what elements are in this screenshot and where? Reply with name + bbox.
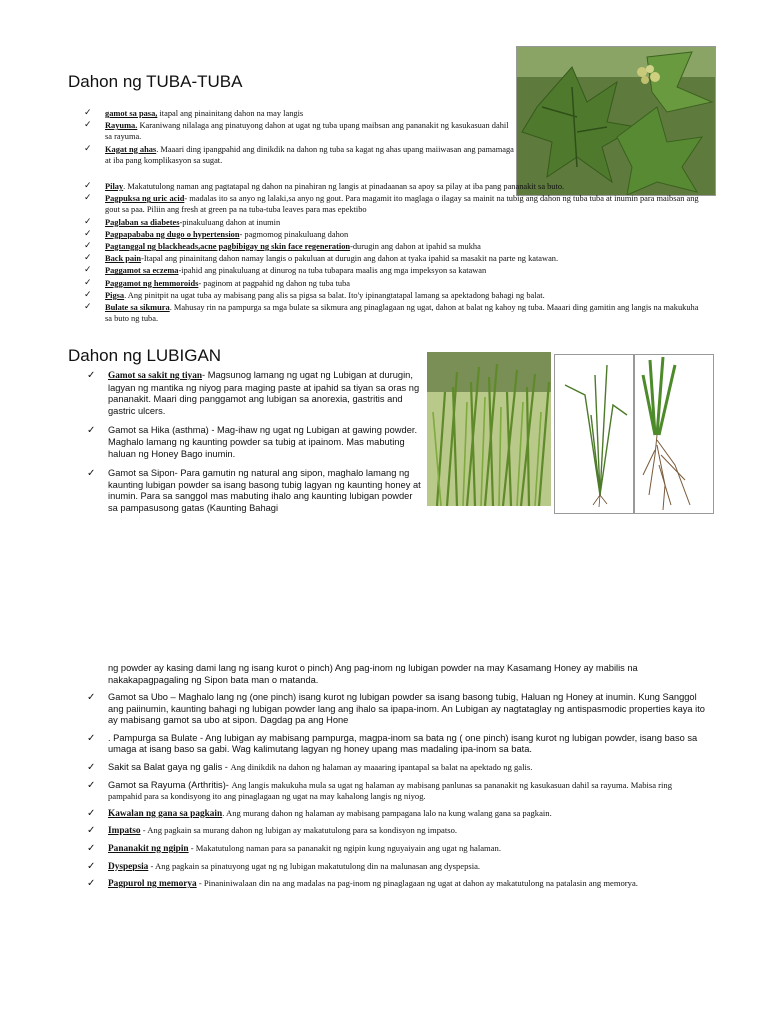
list-item	[84, 780, 708, 803]
item-text: itapal ang pinainitang dahon na may langis	[157, 109, 304, 118]
check-icon: ✓	[87, 825, 96, 837]
item-text: - Makatutulong naman para sa pananakit ng ngipin kung nguyaiyain ang ugat ng halaman.	[188, 842, 502, 853]
check-icon: ✓	[87, 779, 96, 791]
item-text: . Pampurga sa Bulate - Ang lubigan ay mabisang pampurga, magpa-inom sa bata ng ( one pinch) isang kurot ng lubigan powder, isang baso sa umaga at isang baso sa gabi. Wag kalimutang lagyan ng honey upang mas madaling ipa-inom sa bata.	[108, 732, 698, 755]
item-text: - pagmomog pinakuluang dahon	[239, 229, 349, 239]
check-icon: ✓	[87, 732, 96, 744]
item-text: - madalas ito sa anyo ng lalaki,sa anyo ng gout. Para magamit ito maglaga o ilagay sa mainit na tubig ang dahon ng tuba tuba at inumin para maibsan ang gout sa paa. Piliin ang fresh at green pa na tuba-tuba leaves para mas epektibo	[105, 194, 699, 215]
check-icon: ✓	[84, 193, 92, 204]
item-text: Gamot sa Rayuma (Arthritis)-	[108, 779, 232, 790]
item-text: -durugin ang dahon at ipahid sa mukha	[350, 242, 481, 252]
item-text: -pinakuluang dahon at inumin	[179, 217, 281, 227]
item-term: Pagtanggal ng blackheads,acne pagbibigay ng skin face regeneration	[105, 242, 351, 252]
list-item	[84, 843, 708, 856]
check-icon: ✓	[84, 228, 92, 239]
item-term: Paglaban sa diabetes	[105, 217, 180, 227]
lubigan-plant-drawing	[554, 354, 634, 514]
section-title-tuba: Dahon ng TUBA-TUBA	[68, 72, 243, 91]
list-item	[84, 290, 700, 301]
item-term: Pagpapababa ng dugo o hypertension	[105, 229, 240, 239]
list-item	[84, 193, 700, 215]
item-text: . Makatutulong naman ang pagtatapal ng dahon na pinahiran ng langis at pinadaanan sa apoy sa pilay at iba pang pananakit sa buto.	[123, 182, 565, 191]
item-term: Kagat ng ahas	[105, 144, 157, 154]
item-text: Gamot sa Ubo – Maghalo lang ng (one pinch) isang kurot ng lubigan powder sa isang basong tubig, Haluan ng Honey at inumin. Kung Sanggol ang paiinumin, kaunting bahagi ng lubigan powder lang ang ihalo sa ipapa-inom. An Lubigan ay nagtataglay ng antispasmodic properties kaya ito ay mabisang gamot sa ubo at sipon. Dagdag pa ang Hone	[108, 692, 705, 726]
check-icon: ✓	[84, 289, 92, 300]
item-text: Gamot sa Sipon- Para gamutin ng natural ang sipon, maghalo lamang ng kaunting lubigan powder sa isang basong tubig lagyan ng kaunting honey at inumin. Para sa sanggol mas mabuting ihalo ang kaunting lubigan powder sa pampasusong gatas (Kaunting Bahagi	[108, 468, 421, 513]
item-text-detail: Ang langis makukuha mula sa ugat ng halaman ay mabisang panlunas sa pananakit ng kasukasuan dahil sa rayuma. Mabisa ring pampahid para sa kondisyong ito ang pinaglagaan ng ugat na may kahalong langis ng niyog.	[108, 779, 673, 802]
list-item	[84, 468, 422, 514]
list-item	[84, 762, 708, 774]
item-text: - Ang pagkain sa pinatuyong ugat ng ng lubigan makatutulong din na malunasan ang dyspepsia.	[148, 860, 481, 871]
lubigan-root-drawing	[634, 354, 714, 514]
item-text: Gamot sa Hika (asthma) - Mag-ihaw ng ugat ng Lubigan at gawing powder. Maghalo lamang ng kaunting powder sa tubig at ipainom. Mas mabuting haluan ng Honey Bago inumin.	[108, 425, 418, 459]
lubigan-uses-list-top	[84, 370, 422, 515]
list-item	[84, 181, 700, 192]
item-text: . Ang murang dahon ng halaman ay mabisang pampagana lalo na kung walang gana sa pagkain.	[222, 807, 552, 818]
tuba-leaf-photo	[516, 46, 716, 196]
item-text: - Pinaniniwalaan din na ang madalas na pag-inom ng pinaglagaan ng ugat at dahon ay makatutulong na patalasin ang memorya.	[196, 878, 638, 889]
list-item	[84, 229, 700, 240]
check-icon: ✓	[84, 302, 92, 313]
item-text: -ipahid ang pinakuluang at dinurog na tuba tubapara maalis ang mga impeksyon sa katawan	[178, 266, 487, 276]
check-icon: ✓	[87, 761, 96, 773]
check-icon: ✓	[87, 468, 96, 480]
item-term: Back pain	[105, 254, 142, 264]
item-term: Rayuma.	[105, 121, 138, 131]
list-item	[84, 241, 700, 252]
list-item	[84, 302, 700, 324]
item-term: Kawalan ng gana sa pagkain	[108, 808, 223, 819]
item-term: Pagpuksa ng uric acid	[105, 194, 185, 204]
tuba-uses-list	[84, 181, 700, 325]
check-icon: ✓	[84, 120, 92, 131]
section-title-lubigan: Dahon ng LUBIGAN	[68, 346, 222, 365]
list-item	[84, 144, 514, 166]
item-term: Dyspepsia	[108, 861, 149, 872]
check-icon: ✓	[87, 370, 96, 381]
list-item	[84, 253, 700, 264]
check-icon: ✓	[87, 807, 96, 819]
item-text: Karaniwang nilalaga ang pinatuyong dahon at ugat ng tuba upang maibsan ang pananakit ng kasukasuan dahil sa rayuma.	[105, 121, 509, 142]
item-text: . Ang pinitpit na ugat tuba ay mabisang pang alis sa pigsa sa balat. Ito'y ipinangtatapal lamang sa apektadong bahagi ng balat.	[124, 290, 545, 300]
item-term: Pagpurol ng memorya	[108, 879, 197, 890]
list-item	[84, 120, 514, 142]
item-term: Bulate sa sikmura	[105, 303, 170, 313]
item-text: - paginom at pagpahid ng dahon ng tuba tuba	[198, 278, 351, 288]
lubigan-uses-list	[84, 692, 708, 891]
list-item	[84, 861, 708, 874]
list-item	[84, 108, 514, 119]
check-icon: ✓	[87, 692, 96, 703]
list-item	[84, 825, 708, 838]
item-term: gamot sa pasa,	[105, 109, 158, 118]
list-item	[84, 425, 422, 460]
list-item	[84, 692, 708, 727]
check-icon: ✓	[84, 108, 92, 118]
check-icon: ✓	[87, 860, 96, 872]
item-term: Paggamot ng hemmoroids	[105, 278, 199, 288]
item-term: Pigsa	[105, 290, 125, 300]
item-term: Impatso	[108, 826, 141, 837]
item-term: Paggamot sa eczema	[105, 266, 179, 276]
list-item	[84, 808, 708, 821]
item-term: Gamot sa sakit ng tiyan	[108, 371, 203, 381]
list-item	[84, 278, 700, 289]
item-text: -Itapal ang pinainitang dahon namay langis o pakuluan at durugin ang dahon at tyaka ipahid sa masakit na parte ng katawan.	[141, 254, 559, 264]
check-icon: ✓	[84, 253, 92, 264]
check-icon: ✓	[87, 842, 96, 854]
check-icon: ✓	[84, 143, 92, 154]
check-icon: ✓	[87, 425, 96, 437]
check-icon: ✓	[84, 241, 92, 252]
item-text: - Magsunog lamang ng ugat ng Lubigan at durugin, lagyan ng mantika ng niyog para maging paste at ipahid sa tiyan sa oras ng pananakit. Maari ding panggamot ang lubigan sa anorexia, gastritis and gastric ulcers.	[108, 370, 420, 416]
list-item	[84, 265, 700, 276]
lubigan-field-photo	[427, 352, 551, 506]
check-icon: ✓	[84, 277, 92, 288]
item-text-detail: Ang dinikdik na dahon ng halaman ay maaaring ipantapal sa balat na apektado ng galis.	[230, 761, 533, 772]
list-item	[84, 878, 708, 891]
list-item	[84, 370, 422, 417]
check-icon: ✓	[84, 265, 92, 276]
list-item	[84, 217, 700, 228]
item-term: Pananakit ng ngipin	[108, 843, 189, 854]
check-icon: ✓	[87, 878, 96, 890]
check-icon: ✓	[84, 181, 92, 191]
check-icon: ✓	[84, 216, 92, 227]
item-text: . Mahusay rin na pampurga sa mga bulate sa sikmura ang pinaglagaan ng ugat, dahon at balat ng kahoy ng tuba. Maaari ding gamitin ang langis na makukuha sa buto ng tuba.	[105, 303, 699, 324]
item-text: Sakit sa Balat gaya ng galis -	[108, 761, 231, 772]
tuba-uses-list-top	[84, 108, 514, 167]
lubigan-continuation-text: ng powder ay kasing dami lang ng isang kurot o pinch) Ang pag-inom ng lubigan powder na may Kasamang Honey ay mabilis na nakakapagpagaling ng Sipon bata man o matanda.	[108, 663, 638, 685]
list-item	[84, 733, 708, 756]
item-text: . Maaari ding ipangpahid ang dinikdik na dahon ng tuba sa kagat ng ahas upang maiiwasan ang pamamaga at iba pang komplikasyon sa sugat.	[105, 144, 514, 165]
item-term: Pilay	[105, 182, 124, 191]
item-text: - Ang pagkain sa murang dahon ng lubigan ay makatutulong para sa kondisyon ng impatso.	[140, 825, 458, 836]
